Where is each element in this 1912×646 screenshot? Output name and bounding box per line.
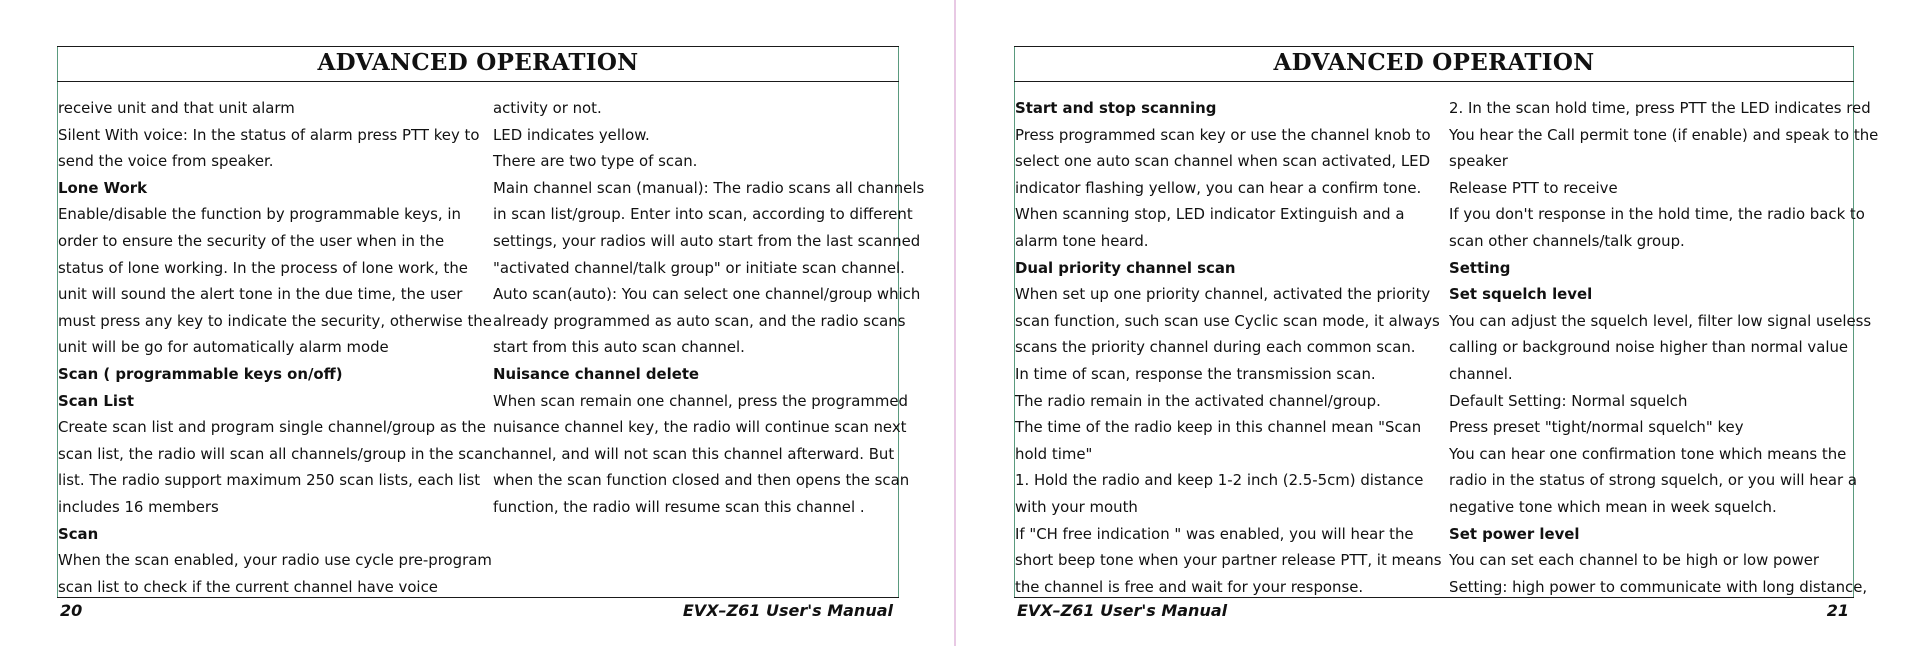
section-heading: Setting: [1449, 258, 1511, 277]
text-line: unit will sound the alert tone in the due time, the user: [58, 285, 463, 304]
text-line: Press programmed scan key or use the channel knob to: [1015, 125, 1431, 144]
left-page: [0, 0, 955, 646]
section-heading: Scan List: [58, 391, 134, 410]
text-line: unit will be go for automatically alarm mode: [58, 338, 389, 357]
text-line: You can adjust the squelch level, filter low signal useless: [1449, 311, 1872, 330]
text-line: the channel is free and wait for your response.: [1015, 577, 1364, 596]
left-page-title: ADVANCED OPERATION: [317, 49, 639, 76]
section-heading: Start and stop scanning: [1015, 99, 1217, 117]
text-line: list. The radio support maximum 250 scan lists, each list: [58, 471, 481, 490]
text-line: select one auto scan channel when scan activated, LED: [1015, 152, 1431, 171]
text-line: scans the priority channel during each common scan.: [1015, 338, 1416, 357]
text-line: In time of scan, response the transmission scan.: [1015, 364, 1376, 383]
text-line: negative tone which mean in week squelch.: [1449, 497, 1777, 516]
section-heading: Nuisance channel delete: [493, 364, 700, 383]
text-line: If you don't response in the hold time, the radio back to: [1449, 205, 1865, 224]
text-line: nuisance channel key, the radio will continue scan next: [493, 418, 907, 437]
text-line: scan function, such scan use Cyclic scan mode, it always: [1015, 311, 1440, 330]
text-line: Main channel scan (manual): The radio scans all channels: [493, 178, 925, 197]
text-line: hold time": [1015, 444, 1093, 463]
left-header-rule: [57, 46, 899, 47]
left-page-number: 20: [60, 601, 83, 620]
text-line: When scanning stop, LED indicator Extinguish and a: [1015, 205, 1405, 224]
right-page-title: ADVANCED OPERATION: [1273, 49, 1595, 76]
text-line: alarm tone heard.: [1015, 231, 1149, 250]
text-line: must press any key to indicate the security, otherwise the: [58, 311, 492, 330]
text-line: The radio remain in the activated channel/group.: [1015, 391, 1381, 410]
text-line: indicator flashing yellow, you can hear a confirm tone.: [1015, 178, 1422, 197]
right-page: [957, 0, 1912, 646]
text-line: activity or not.: [493, 99, 602, 117]
text-line: You hear the Call permit tone (if enable) and speak to the: [1449, 125, 1879, 144]
text-line: start from this auto scan channel.: [493, 338, 745, 357]
left-manual-title: EVX–Z61 User's Manual: [682, 601, 893, 620]
text-line: "activated channel/talk group" or initiate scan channel.: [493, 258, 905, 277]
text-line: scan other channels/talk group.: [1449, 231, 1685, 250]
text-line: channel.: [1449, 364, 1513, 383]
text-line: send the voice from speaker.: [58, 152, 274, 171]
left-title-underline: [57, 81, 899, 82]
left-column-1: [58, 95, 493, 600]
text-line: already programmed as auto scan, and the radio scans: [493, 311, 906, 330]
section-heading: Set squelch level: [1449, 285, 1593, 304]
text-line: LED indicates yellow.: [493, 125, 650, 144]
text-line: The time of the radio keep in this channel mean "Scan: [1015, 418, 1422, 437]
text-line: You can set each channel to be high or low power: [1449, 551, 1820, 570]
text-line: radio in the status of strong squelch, or you will hear a: [1449, 471, 1857, 490]
right-header-rule: [1014, 46, 1854, 47]
left-column-2: [493, 95, 924, 521]
text-line: 1. Hold the radio and keep 1-2 inch (2.5-5cm) distance: [1015, 471, 1424, 490]
section-heading: Scan ( programmable keys on/off): [58, 364, 343, 383]
text-line: When set up one priority channel, activated the priority: [1015, 285, 1431, 304]
text-line: in scan list/group. Enter into scan, according to different: [493, 205, 913, 224]
text-line: receive unit and that unit alarm: [58, 99, 295, 117]
text-line: function, the radio will resume scan this channel .: [493, 497, 865, 516]
text-line: Auto scan(auto): You can select one channel/group which: [493, 285, 921, 304]
text-line: scan list to check if the current channel have voice: [58, 577, 438, 596]
text-line: If "CH free indication " was enabled, you will hear the: [1015, 524, 1414, 543]
right-column-1: [1015, 95, 1442, 600]
right-column-2: [1449, 95, 1878, 600]
text-line: You can hear one confirmation tone which means the: [1449, 444, 1847, 463]
text-line: short beep tone when your partner release PTT, it means: [1015, 551, 1442, 570]
text-line: Silent With voice: In the status of alarm press PTT key to: [58, 125, 480, 144]
text-line: channel, and will not scan this channel afterward. But: [493, 444, 895, 463]
text-line: When scan remain one channel, press the programmed: [493, 391, 908, 410]
text-line: Enable/disable the function by programmable keys, in: [58, 205, 461, 224]
text-line: Release PTT to receive: [1449, 178, 1618, 197]
text-line: status of lone working. In the process of lone work, the: [58, 258, 468, 277]
text-line: speaker: [1449, 152, 1508, 171]
right-title-underline: [1014, 81, 1854, 82]
text-line: Default Setting: Normal squelch: [1449, 391, 1688, 410]
text-line: Press preset "tight/normal squelch" key: [1449, 418, 1744, 437]
section-heading: Set power level: [1449, 524, 1580, 543]
section-heading: Lone Work: [58, 178, 147, 197]
right-page-number: 21: [1826, 601, 1849, 620]
text-line: includes 16 members: [58, 497, 219, 516]
text-line: calling or background noise higher than normal value: [1449, 338, 1849, 357]
text-line: Create scan list and program single channel/group as the: [58, 418, 486, 437]
text-line: when the scan function closed and then opens the scan: [493, 471, 910, 490]
right-manual-title: EVX–Z61 User's Manual: [1017, 601, 1228, 620]
text-line: order to ensure the security of the user when in the: [58, 231, 445, 250]
section-heading: Dual priority channel scan: [1015, 258, 1236, 277]
section-heading: Scan: [58, 524, 99, 543]
text-line: Setting: high power to communicate with long distance,: [1449, 577, 1868, 596]
text-line: settings, your radios will auto start from the last scanned: [493, 231, 921, 250]
text-line: There are two type of scan.: [493, 152, 698, 171]
text-line: scan list, the radio will scan all channels/group in the scan: [58, 444, 493, 463]
text-line: When the scan enabled, your radio use cycle pre-program: [58, 551, 492, 570]
text-line: with your mouth: [1015, 497, 1138, 516]
text-line: 2. In the scan hold time, press PTT the LED indicates red: [1449, 99, 1871, 117]
